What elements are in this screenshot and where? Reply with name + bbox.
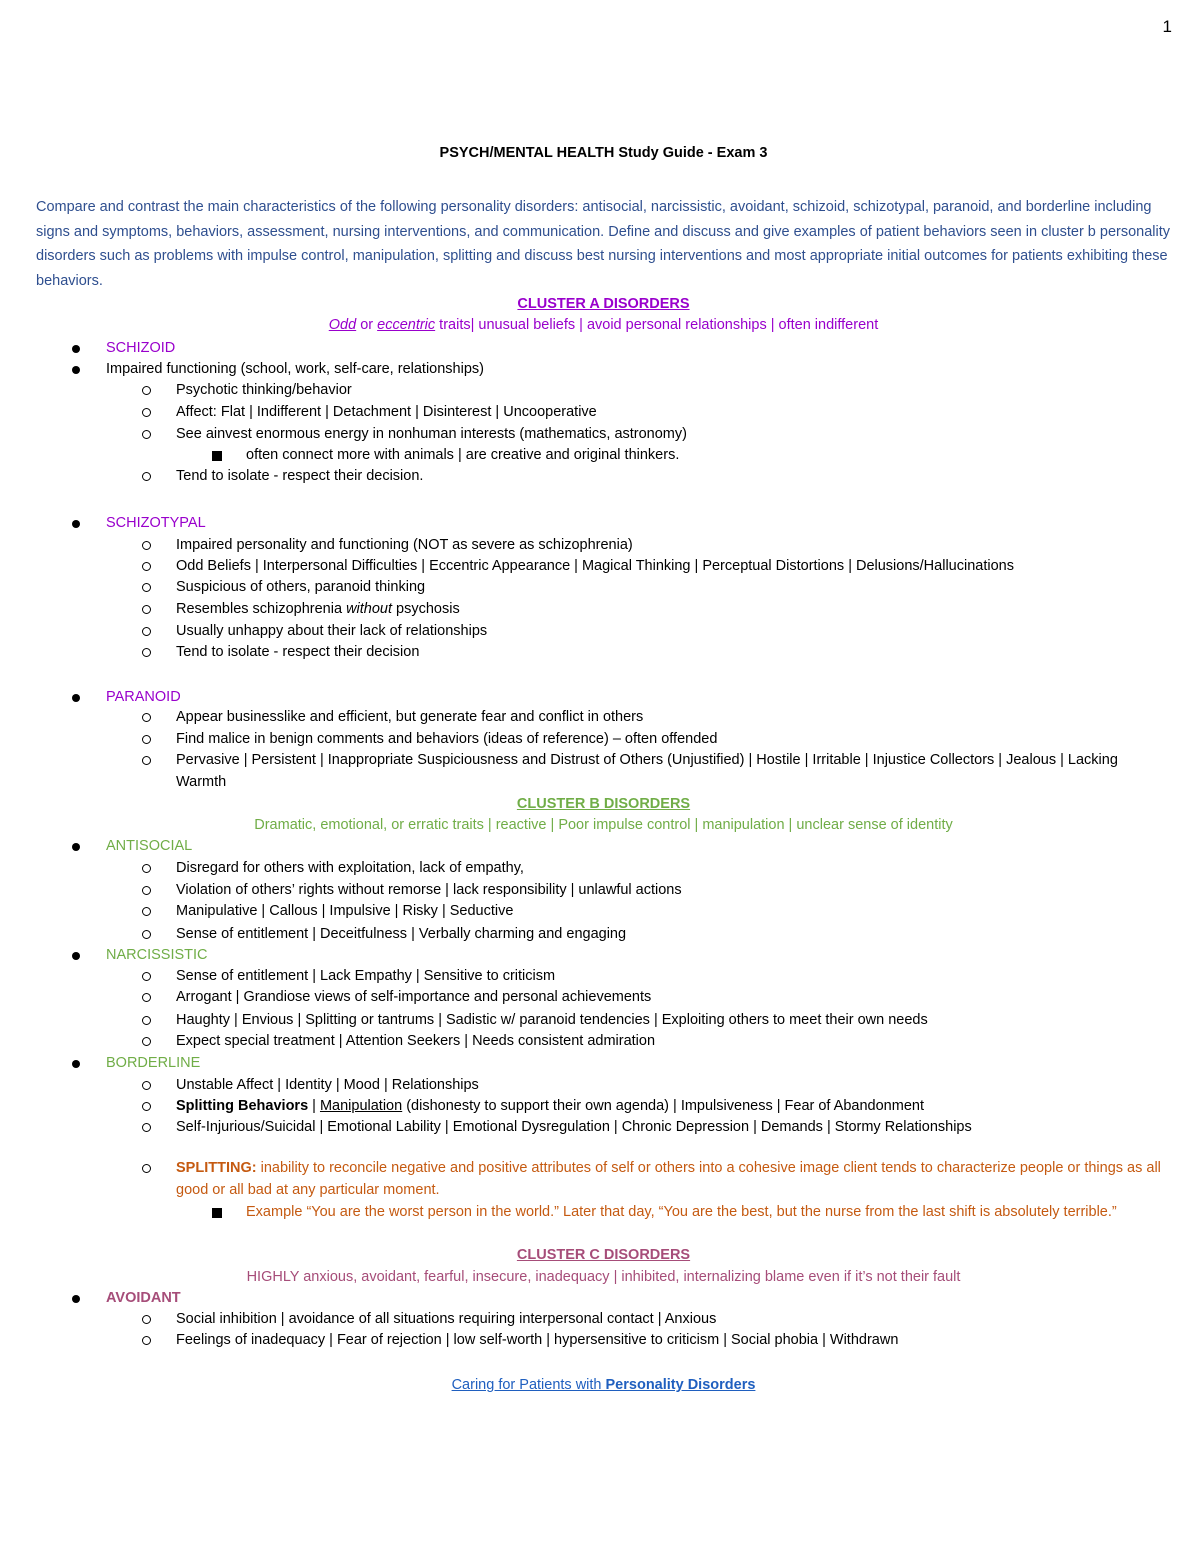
list-item-text: often connect more with animals | are creative and original thinkers. bbox=[246, 447, 680, 463]
list-item-text: Suspicious of others, paranoid thinking bbox=[176, 579, 426, 595]
circle-bullet-icon bbox=[142, 907, 151, 916]
personality-disorders-link[interactable] bbox=[452, 1377, 756, 1393]
circle-bullet-icon bbox=[142, 386, 151, 395]
list-item bbox=[106, 513, 206, 535]
list-item bbox=[176, 1117, 972, 1139]
cluster-a-sub-rest: traits| unusual beliefs | avoid personal relationships | often indifferent bbox=[435, 317, 879, 333]
list-item-text: Affect: Flat | Indifferent | Detachment | Disinterest | Uncooperative bbox=[176, 404, 597, 420]
separator-text: | bbox=[308, 1098, 320, 1114]
list-item bbox=[176, 707, 643, 729]
circle-bullet-icon bbox=[142, 735, 151, 744]
list-item-text: Disregard for others with exploitation, lack of empathy, bbox=[176, 860, 524, 876]
circle-bullet-icon bbox=[142, 1123, 151, 1132]
cluster-b-heading: CLUSTER B DISORDERS bbox=[516, 796, 691, 812]
list-item-text: Sense of entitlement | Deceitfulness | Verbally charming and engaging bbox=[176, 926, 627, 942]
list-item bbox=[176, 1158, 1171, 1201]
bullet-icon bbox=[72, 843, 80, 851]
list-item bbox=[246, 445, 679, 467]
list-item bbox=[176, 599, 460, 621]
list-item-text: Manipulative | Callous | Impulsive | Risky | Seductive bbox=[176, 903, 514, 919]
circle-bullet-icon bbox=[142, 756, 151, 765]
square-bullet-icon bbox=[212, 1208, 222, 1218]
circle-bullet-icon bbox=[142, 1102, 151, 1111]
list-item-text: psychosis bbox=[392, 601, 460, 617]
bullet-icon bbox=[72, 694, 80, 702]
list-item-text: Psychotic thinking/behavior bbox=[176, 382, 352, 398]
cluster-a-subheading bbox=[36, 315, 1171, 337]
circle-bullet-icon bbox=[142, 430, 151, 439]
circle-bullet-icon bbox=[142, 713, 151, 722]
circle-bullet-icon bbox=[142, 1315, 151, 1324]
list-item-text: Impaired functioning (school, work, self-care, relationships) bbox=[106, 361, 484, 377]
circle-bullet-icon bbox=[142, 648, 151, 657]
list-item bbox=[176, 729, 717, 751]
circle-bullet-icon bbox=[142, 1164, 151, 1173]
list-item bbox=[176, 880, 682, 902]
list-item bbox=[176, 642, 419, 664]
list-item bbox=[176, 1330, 898, 1352]
circle-bullet-icon bbox=[142, 472, 151, 481]
list-item-text: Resembles schizophrenia bbox=[176, 601, 347, 617]
list-item-text: Violation of others’ rights without remorse | lack responsibility | unlawful actions bbox=[176, 882, 682, 898]
link-text: Caring for Patients with bbox=[451, 1377, 606, 1393]
list-item bbox=[176, 901, 513, 923]
list-item-text: Self-Injurious/Suicidal | Emotional Lability | Emotional Dysregulation | Chronic Depression | Demands | Stormy Relationships bbox=[176, 1119, 972, 1135]
or-word: or bbox=[356, 317, 378, 333]
without-word: without bbox=[346, 601, 393, 617]
list-item-text: Unstable Affect | Identity | Mood | Relationships bbox=[176, 1077, 479, 1093]
list-item bbox=[176, 402, 597, 424]
bullet-icon bbox=[72, 520, 80, 528]
list-item bbox=[106, 1288, 181, 1310]
list-item-text: Tend to isolate - respect their decision. bbox=[176, 468, 424, 484]
list-item bbox=[176, 535, 633, 557]
splitting-definition: inability to reconcile negative and positive attributes of self or others into a cohesive image client tends to characterize people or things as all good or all bad at any particular moment. bbox=[176, 1160, 1161, 1198]
eccentric-word: eccentric bbox=[377, 317, 436, 333]
list-item bbox=[176, 987, 651, 1009]
paranoid-label: PARANOID bbox=[106, 689, 181, 705]
list-item bbox=[176, 1010, 928, 1032]
manipulation-text: Manipulation bbox=[319, 1098, 403, 1114]
splitting-example: Example “You are the worst person in the world.” Later that day, “You are the best, but the nurse from the last shift is absolutely terrible.” bbox=[246, 1204, 1117, 1220]
circle-bullet-icon bbox=[142, 1016, 151, 1025]
bullet-icon bbox=[72, 1295, 80, 1303]
bullet-icon bbox=[72, 1060, 80, 1068]
list-item-text: Tend to isolate - respect their decision bbox=[176, 644, 420, 660]
circle-bullet-icon bbox=[142, 605, 151, 614]
list-item bbox=[176, 621, 487, 643]
narcissistic-label: NARCISSISTIC bbox=[106, 947, 208, 963]
list-item bbox=[176, 424, 687, 446]
list-item bbox=[176, 858, 524, 880]
list-item bbox=[106, 687, 181, 709]
page-number: 1 bbox=[1162, 17, 1172, 36]
list-item bbox=[106, 359, 484, 381]
list-item bbox=[176, 380, 352, 402]
list-item-text: Social inhibition | avoidance of all situations requiring interpersonal contact | Anxious bbox=[176, 1311, 717, 1327]
circle-bullet-icon bbox=[142, 583, 151, 592]
circle-bullet-icon bbox=[142, 627, 151, 636]
list-item bbox=[106, 836, 192, 858]
cluster-a-heading: CLUSTER A DISORDERS bbox=[517, 296, 690, 312]
list-item bbox=[176, 966, 555, 988]
list-item-text: Sense of entitlement | Lack Empathy | Sensitive to criticism bbox=[176, 968, 556, 984]
circle-bullet-icon bbox=[142, 864, 151, 873]
list-item bbox=[176, 1031, 655, 1053]
list-item bbox=[176, 1096, 924, 1118]
circle-bullet-icon bbox=[142, 541, 151, 550]
link-bold-text: Personality Disorders bbox=[605, 1377, 756, 1393]
list-item bbox=[246, 1202, 1171, 1224]
circle-bullet-icon bbox=[142, 1037, 151, 1046]
antisocial-label: ANTISOCIAL bbox=[106, 838, 193, 854]
list-item-text: Feelings of inadequacy | Fear of rejection | low self-worth | hypersensitive to criticism | Social phobia | Withdrawn bbox=[176, 1332, 899, 1348]
list-item-text: Appear businesslike and efficient, but generate fear and conflict in others bbox=[176, 709, 644, 725]
list-item-text: Arrogant | Grandiose views of self-importance and personal achievements bbox=[176, 989, 652, 1005]
bullet-icon bbox=[72, 952, 80, 960]
splitting-behaviors-text: Splitting Behaviors bbox=[176, 1098, 309, 1114]
list-item bbox=[176, 1309, 716, 1331]
list-item bbox=[176, 577, 425, 599]
borderline-label: BORDERLINE bbox=[106, 1055, 201, 1071]
circle-bullet-icon bbox=[142, 993, 151, 1002]
bullet-icon bbox=[72, 366, 80, 374]
cluster-c-subheading: HIGHLY anxious, avoidant, fearful, insecure, inadequacy | inhibited, internalizing blame even if it’s not their fault bbox=[246, 1269, 961, 1285]
page-title: PSYCH/MENTAL HEALTH Study Guide - Exam 3 bbox=[439, 145, 768, 161]
list-item-text: Odd Beliefs | Interpersonal Difficulties | Eccentric Appearance | Magical Thinking | Perceptual Distortions | Delusions/Hallucinations bbox=[176, 558, 1014, 574]
schizotypal-label: SCHIZOTYPAL bbox=[106, 515, 206, 531]
list-item-text: Haughty | Envious | Splitting or tantrums | Sadistic w/ paranoid tendencies | Exploiting others to meet their own needs bbox=[176, 1012, 928, 1028]
list-item bbox=[176, 924, 626, 946]
list-item bbox=[106, 945, 208, 967]
list-item-text: Pervasive | Persistent | Inappropriate Suspiciousness and Distrust of Others (Unjustified) | Hostile | Irritable | Injustice Collectors | Jealous | Lacking Warmth bbox=[176, 752, 1118, 790]
square-bullet-icon bbox=[212, 451, 222, 461]
list-item bbox=[176, 750, 1171, 793]
cluster-b-subheading: Dramatic, emotional, or erratic traits | reactive | Poor impulse control | manipulation | unclear sense of identity bbox=[254, 817, 953, 833]
cluster-c-heading: CLUSTER C DISORDERS bbox=[516, 1247, 691, 1263]
circle-bullet-icon bbox=[142, 1336, 151, 1345]
list-item-text: Usually unhappy about their lack of relationships bbox=[176, 623, 488, 639]
circle-bullet-icon bbox=[142, 408, 151, 417]
schizoid-label: SCHIZOID bbox=[106, 340, 176, 356]
bullet-icon bbox=[72, 345, 80, 353]
footer-link-container bbox=[36, 1375, 1171, 1397]
list-item bbox=[176, 466, 423, 488]
list-item-text: Impaired personality and functioning (NOT as severe as schizophrenia) bbox=[176, 537, 633, 553]
list-item-text: Find malice in benign comments and behaviors (ideas of reference) – often offended bbox=[176, 731, 718, 747]
list-item bbox=[176, 1075, 479, 1097]
list-item-text: Expect special treatment | Attention Seekers | Needs consistent admiration bbox=[176, 1033, 656, 1049]
list-item-text: (dishonesty to support their own agenda) | Impulsiveness | Fear of Abandonment bbox=[402, 1098, 924, 1114]
circle-bullet-icon bbox=[142, 972, 151, 981]
avoidant-label: AVOIDANT bbox=[106, 1290, 181, 1306]
circle-bullet-icon bbox=[142, 562, 151, 571]
circle-bullet-icon bbox=[142, 930, 151, 939]
circle-bullet-icon bbox=[142, 886, 151, 895]
list-item-text: See ainvest enormous energy in nonhuman interests (mathematics, astronomy) bbox=[176, 426, 687, 442]
list-item bbox=[106, 338, 175, 360]
list-item bbox=[106, 1053, 200, 1075]
splitting-label: SPLITTING: bbox=[176, 1160, 257, 1176]
odd-word: Odd bbox=[328, 317, 357, 333]
list-item bbox=[176, 556, 1014, 578]
intro-paragraph: Compare and contrast the main characteristics of the following personality disorders: antisocial, narcissistic, avoidant, schizoid, schizotypal, paranoid, and borderline including signs and symptoms, behaviors, assessment, nursing interventions, and communication. Define and discuss and give examples of patient behaviors seen in cluster b personality disorders such as problems with impulse control, manipulation, splitting and discuss best nursing interventions and most appropriate initial outcomes for patients exhibiting these behaviors. bbox=[36, 199, 1171, 289]
circle-bullet-icon bbox=[142, 1081, 151, 1090]
